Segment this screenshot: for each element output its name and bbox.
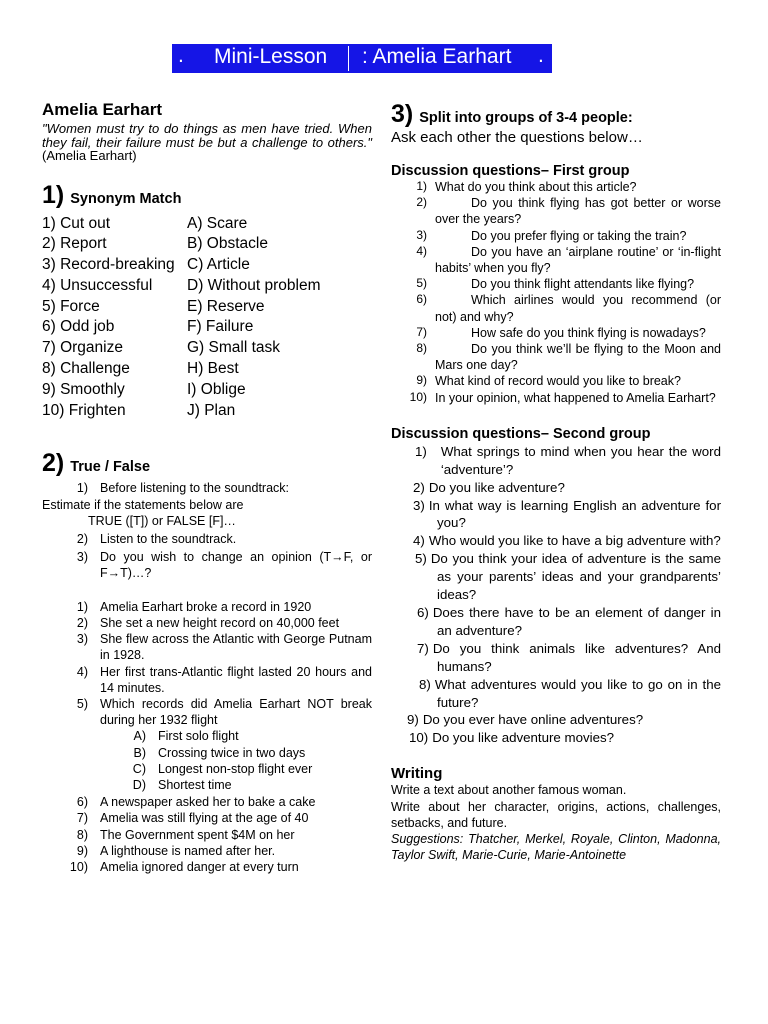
synonym-option: J) Plan [187, 401, 236, 419]
synonym-row [42, 255, 372, 276]
intro-quote [42, 122, 372, 163]
group2-question-number: 2) [413, 479, 425, 495]
group2-question-text: In what way is learning English an adventure for you? [428, 497, 721, 531]
statement-option-text: Longest non-stop flight ever [158, 761, 313, 776]
synonym-row [42, 276, 372, 297]
group1-questions [391, 179, 721, 406]
group1-question [391, 292, 721, 324]
truefalse-heading [42, 449, 372, 478]
statement-option-text: First solo flight [158, 729, 239, 744]
group2-question-number: 9) [407, 712, 419, 728]
truefalse-title: True / False [70, 459, 151, 476]
group2-question-number: 5) [415, 551, 427, 567]
group1-question-text: Do you think flight attendants like flying? [471, 277, 695, 292]
group2-question [391, 640, 721, 676]
group1-question-text: Do you think we’ll be flying to the Moon and Mars one day? [435, 342, 721, 373]
synonym-word: 10) Frighten [42, 401, 126, 419]
truefalse-steps-2 [42, 531, 372, 582]
synonym-word: 2) Report [42, 235, 107, 253]
synonym-word: 5) Force [42, 297, 100, 315]
statement-number: 3) [76, 632, 88, 647]
group2-question-number: 4) [413, 533, 425, 549]
group1-question-number: 2) [416, 195, 427, 210]
statement-text: Amelia Earhart broke a record in 1920 [100, 599, 312, 614]
synonym-row [42, 234, 372, 255]
step-item: 1) Before listening to the soundtrack: [76, 481, 290, 496]
statement-number: 6) [76, 795, 88, 810]
statement-number: 10) [69, 859, 88, 874]
group1-question [391, 325, 721, 341]
statement-text: Amelia was still flying at the age of 40 [100, 811, 309, 826]
statement [42, 810, 372, 826]
group1-question-text: How safe do you think flying is nowadays? [471, 325, 706, 340]
group2-title: Discussion questions– Second group [391, 425, 651, 442]
writing-title: Writing [391, 765, 443, 783]
group1-question-text: What kind of record would you like to break? [435, 374, 681, 389]
synonym-option: D) Without problem [187, 276, 321, 294]
statement-option [42, 761, 372, 777]
synonym-word: 7) Organize [42, 339, 123, 357]
statement-number: 1) [76, 599, 88, 614]
statement [42, 664, 372, 696]
synonym-word: 8) Challenge [42, 360, 130, 378]
group1-question [391, 244, 721, 276]
statement-number: 2) [76, 615, 88, 630]
right-column [391, 100, 721, 864]
statement-text: Amelia ignored danger at every turn [100, 859, 299, 874]
synonym-row [42, 297, 372, 318]
group2-question-number: 3) [413, 497, 425, 513]
statement-text: Which records did Amelia Earhart NOT break during her 1932 flight [100, 696, 372, 728]
statement-option-number: D) [132, 777, 146, 792]
title-dot-right: . [538, 44, 544, 67]
group2-question-number: 1) [415, 443, 427, 459]
statement-list-2 [42, 794, 372, 875]
statement-number: 7) [76, 811, 88, 826]
group2-question-number: 6) [417, 605, 429, 620]
truefalse-line: TRUE ([T]) or FALSE [F]… [88, 513, 236, 528]
group1-question [391, 195, 721, 227]
option-list [42, 728, 372, 793]
group1-question-number: 7) [416, 324, 427, 339]
statement-text: Her first trans-Atlantic flight lasted 20 hours and 14 minutes. [100, 664, 372, 695]
writing-section [391, 765, 721, 863]
group1-question-text: Do you think flying has got better or worse over the years? [435, 196, 721, 227]
statement-number: 5) [76, 696, 88, 711]
synonym-word: 3) Record-breaking [42, 256, 175, 274]
group1-question [391, 276, 721, 292]
statement [42, 859, 372, 875]
group1-question [391, 228, 721, 244]
group2-question-text: What adventures would you like to go on in the future? [434, 676, 721, 710]
group1-question-number: 6) [416, 292, 427, 307]
quote-attribution: (Amelia Earhart) [42, 148, 137, 163]
synonym-row [42, 380, 372, 401]
title-dot-left: . [178, 44, 184, 67]
synonym-word: 9) Smoothly [42, 380, 125, 398]
statement-text: A newspaper asked her to bake a cake [100, 795, 316, 810]
synonym-heading [42, 181, 372, 210]
statement [42, 631, 372, 663]
step-item: 3) Do you wish to change an opinion (T→F, or F→T)…? [76, 550, 372, 581]
synonym-number: 1) [42, 180, 65, 209]
group1-question-number: 4) [416, 243, 427, 258]
lesson-title-bar [172, 44, 552, 73]
statement-number: 9) [76, 843, 88, 858]
synonym-row [42, 401, 372, 422]
synonym-row [42, 338, 372, 359]
group1-question-text: What do you think about this article? [435, 180, 637, 194]
statement-option [42, 728, 372, 744]
group2-question-text: Do you like adventure movies? [432, 730, 615, 746]
group1-question [391, 373, 721, 389]
statement-option-number: A) [133, 729, 146, 744]
group2-question-text: Do you like adventure? [428, 479, 565, 495]
statement [42, 794, 372, 810]
left-column [42, 100, 372, 875]
group2-question-text: Do you think your idea of adventure is the same as your parents’ ideas and your grandparents’ ideas? [430, 551, 721, 603]
group2-question-number: 10) [409, 730, 429, 746]
synonym-option: C) Article [187, 256, 250, 274]
group1-question-number: 9) [416, 373, 427, 388]
group1-question-text: Do you prefer flying or taking the train? [471, 228, 687, 243]
group2-questions [391, 443, 721, 747]
statement-option [42, 745, 372, 761]
statement-option-text: Shortest time [158, 777, 232, 792]
group1-question [391, 179, 721, 195]
synonym-word: 4) Unsuccessful [42, 276, 153, 294]
statement [42, 615, 372, 631]
synonym-option: E) Reserve [187, 297, 265, 315]
intro-heading: Amelia Earhart [42, 100, 162, 119]
group1-question-text: Do you have an ‘airplane routine’ or ‘in-flight habits’ when you fly? [435, 244, 721, 276]
group2-question-text: Do you think animals like adventures? And humans? [432, 640, 721, 674]
statement-number: 8) [76, 827, 88, 842]
step-item: 2) Listen to the soundtrack. [76, 532, 237, 547]
group1-question-text: In your opinion, what happened to Amelia Earhart? [435, 390, 716, 405]
group1-question-number: 3) [416, 227, 427, 242]
synonym-option: I) Oblige [187, 380, 246, 398]
synonym-row [42, 317, 372, 338]
writing-line-2: Write about her character, origins, actions, challenges, setbacks, and future. [391, 799, 721, 830]
group2-question [391, 479, 721, 497]
group2-question-number: 7) [417, 640, 429, 656]
synonym-option: F) Failure [187, 318, 254, 336]
groups-heading [391, 100, 721, 129]
groups-number: 3) [391, 100, 414, 128]
statement-option-number: B) [133, 745, 146, 760]
group2-question-text: Who would you like to have a big adventure with? [428, 533, 721, 549]
statement-list [42, 599, 372, 729]
group2-question [391, 443, 721, 479]
title-mini-lesson: Mini-Lesson [214, 45, 328, 68]
group2-question [391, 550, 721, 604]
group2-question-text: Does there have to be an element of danger in an adventure? [432, 605, 721, 638]
writing-suggestions: Suggestions: Thatcher, Merkel, Royale, Clinton, Madonna, Taylor Swift, Marie-Curie, Marie-Antoinette [391, 832, 721, 863]
title-separator [348, 46, 349, 71]
statement-text: The Government spent $4M on her [100, 827, 295, 842]
truefalse-number: 2) [42, 449, 65, 478]
groups-subtitle: Ask each other the questions below… [391, 129, 643, 146]
title-amelia: : Amelia Earhart [362, 45, 512, 68]
statement-option-number: C) [132, 761, 146, 776]
estimate-line: Estimate if the statements below are [42, 497, 244, 512]
statement [42, 827, 372, 843]
groups-title: Split into groups of 3-4 people: [419, 110, 633, 126]
synonym-match-list [42, 214, 372, 422]
synonym-row [42, 214, 372, 235]
synonym-word: 1) Cut out [42, 214, 111, 232]
statement [42, 696, 372, 728]
statement-option-text: Crossing twice in two days [158, 745, 306, 760]
group1-question-number: 1) [416, 179, 427, 193]
group2-question [391, 729, 721, 747]
group2-question [391, 711, 721, 729]
group1-title: Discussion questions– First group [391, 163, 630, 179]
synonym-option: A) Scare [187, 214, 248, 232]
statement-text: She flew across the Atlantic with George Putnam in 1928. [100, 632, 372, 663]
synonym-word: 6) Odd job [42, 318, 115, 336]
group1-question [391, 390, 721, 406]
statement-text: She set a new height record on 40,000 feet [100, 615, 340, 630]
synonym-option: G) Small task [187, 339, 281, 357]
quote-text: "Women must try to do things as men have tried. When they fail, their failure must be but a challenge to others." [42, 121, 372, 150]
group2-question-number: 8) [419, 676, 431, 692]
group2-question [391, 532, 721, 550]
group2-question-text: What springs to mind when you hear the word ‘adventure’? [440, 443, 721, 477]
synonym-option: B) Obstacle [187, 235, 268, 253]
statement-number: 4) [76, 664, 88, 679]
group2-question [391, 676, 721, 712]
group1-question-number: 5) [416, 276, 427, 291]
writing-line-1: Write a text about another famous woman. [391, 783, 627, 798]
statement [42, 599, 372, 615]
statement-option [42, 777, 372, 793]
group2-question-text: Do you ever have online adventures? [422, 712, 644, 728]
group1-question [391, 341, 721, 373]
group2-question [391, 497, 721, 533]
group2-question [391, 604, 721, 640]
group1-question-number: 8) [416, 341, 427, 356]
truefalse-steps [42, 480, 372, 496]
synonym-title: Synonym Match [70, 190, 182, 207]
group1-question-text: Which airlines would you recommend (or not) and why? [435, 293, 721, 324]
synonym-row [42, 359, 372, 380]
statement-text: A lighthouse is named after her. [100, 843, 276, 858]
synonym-option: H) Best [187, 360, 239, 378]
group1-question-number: 10) [409, 389, 427, 404]
statement [42, 843, 372, 859]
